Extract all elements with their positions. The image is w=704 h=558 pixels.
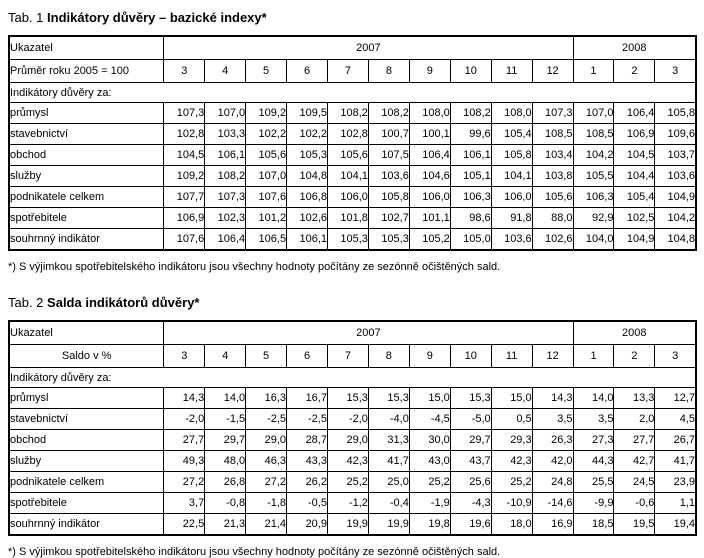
value-cell: 25,0 [368, 472, 409, 493]
value-cell: 103,6 [491, 229, 532, 251]
value-cell: 104,6 [409, 166, 450, 187]
section-header-cell: Indikátory důvěry za: [9, 83, 696, 103]
row-label: stavebnictví [9, 124, 164, 145]
value-cell: 27,7 [614, 430, 655, 451]
value-cell: 3,7 [164, 493, 205, 514]
table-row [9, 451, 696, 472]
value-cell: 105,8 [655, 103, 696, 124]
value-cell: 106,9 [164, 208, 205, 229]
value-cell: 99,6 [450, 124, 491, 145]
value-cell: 105,8 [491, 145, 532, 166]
value-cell: 25,2 [491, 472, 532, 493]
value-cell: 103,7 [655, 145, 696, 166]
value-cell: 16,9 [532, 514, 573, 536]
value-cell: -2,5 [246, 409, 287, 430]
value-cell: 27,2 [164, 472, 205, 493]
value-cell: 108,0 [409, 103, 450, 124]
row-label: souhrnný indikátor [9, 514, 164, 536]
value-cell: 27,7 [164, 430, 205, 451]
value-cell: 109,2 [246, 103, 287, 124]
value-cell: 27,3 [573, 430, 614, 451]
value-cell: 104,8 [655, 229, 696, 251]
value-cell: 103,3 [205, 124, 246, 145]
value-cell: 105,8 [368, 187, 409, 208]
row-label: obchod [9, 430, 164, 451]
corner-bottom-cell: Saldo v % [9, 345, 164, 368]
table1-title-text: Indikátory důvěry – bazické indexy* [47, 10, 267, 25]
value-cell: -0,6 [614, 493, 655, 514]
year-header-2008: 2008 [573, 36, 696, 60]
value-cell: 49,3 [164, 451, 205, 472]
value-cell: 105,5 [573, 166, 614, 187]
section-header-cell: Indikátory důvěry za: [9, 368, 696, 388]
value-cell: 100,7 [368, 124, 409, 145]
value-cell: 102,8 [164, 124, 205, 145]
value-cell: 102,8 [328, 124, 369, 145]
value-cell: -0,8 [205, 493, 246, 514]
value-cell: -2,0 [164, 409, 205, 430]
value-cell: 107,3 [205, 187, 246, 208]
value-cell: 42,0 [532, 451, 573, 472]
value-cell: 105,4 [491, 124, 532, 145]
row-label: spotřebitele [9, 493, 164, 514]
value-cell: 109,2 [164, 166, 205, 187]
value-cell: 103,6 [368, 166, 409, 187]
value-cell: 101,1 [409, 208, 450, 229]
value-cell: 42,7 [614, 451, 655, 472]
month-header-cell: 3 [655, 345, 696, 368]
value-cell: 106,0 [409, 187, 450, 208]
value-cell: 106,4 [409, 145, 450, 166]
month-header-cell: 7 [327, 345, 368, 368]
month-header-cell: 2 [614, 345, 655, 368]
month-header-cell: 3 [164, 60, 205, 83]
value-cell: 106,9 [614, 124, 655, 145]
value-cell: 105,6 [328, 145, 369, 166]
value-cell: 43,3 [287, 451, 328, 472]
value-cell: 106,0 [328, 187, 369, 208]
value-cell: 25,5 [573, 472, 614, 493]
value-cell: 92,9 [573, 208, 614, 229]
table1-title [8, 10, 697, 25]
table-row [9, 166, 696, 187]
value-cell: 18,5 [573, 514, 614, 536]
value-cell: 42,3 [327, 451, 368, 472]
value-cell: 29,7 [205, 430, 246, 451]
value-cell: 14,0 [573, 388, 614, 409]
table2-footnote: *) S výjimkou spotřebitelského indikátoru jsou všechny hodnoty počítány ze sezónně očištěných sald. [8, 546, 501, 558]
month-header-cell: 6 [287, 345, 328, 368]
value-cell: 106,1 [205, 145, 246, 166]
row-label: stavebnictví [9, 409, 164, 430]
value-cell: 105,2 [409, 229, 450, 251]
month-header-cell: 4 [205, 345, 246, 368]
corner-top-cell: Ukazatel [9, 321, 164, 345]
value-cell: 41,7 [655, 451, 696, 472]
row-label: služby [9, 451, 164, 472]
value-cell: 105,4 [614, 187, 655, 208]
value-cell: 48,0 [205, 451, 246, 472]
value-cell: 105,3 [287, 145, 328, 166]
month-header-cell: 10 [450, 60, 491, 83]
value-cell: 19,4 [655, 514, 696, 536]
corner-top-cell: Ukazatel [9, 36, 164, 60]
value-cell: 0,5 [491, 409, 532, 430]
value-cell: 104,2 [573, 145, 614, 166]
value-cell: 15,0 [491, 388, 532, 409]
table-row [9, 514, 696, 536]
value-cell: -4,5 [409, 409, 450, 430]
value-cell: 43,0 [409, 451, 450, 472]
value-cell: -9,9 [573, 493, 614, 514]
row-label: průmysl [9, 388, 164, 409]
value-cell: 21,4 [246, 514, 287, 536]
row-label: průmysl [9, 103, 164, 124]
value-cell: 22,5 [164, 514, 205, 536]
value-cell: 2,0 [614, 409, 655, 430]
value-cell: 104,4 [614, 166, 655, 187]
row-label: spotřebitele [9, 208, 164, 229]
table-row [9, 145, 696, 166]
value-cell: 106,5 [246, 229, 287, 251]
month-header-cell: 3 [655, 60, 696, 83]
value-cell: 104,8 [287, 166, 328, 187]
month-header-cell: 11 [491, 345, 532, 368]
table2-title [8, 295, 697, 310]
value-cell: 26,3 [532, 430, 573, 451]
value-cell: -5,0 [450, 409, 491, 430]
value-cell: 102,3 [205, 208, 246, 229]
value-cell: 1,1 [655, 493, 696, 514]
table1-container [8, 35, 697, 251]
value-cell: 106,8 [287, 187, 328, 208]
value-cell: 108,2 [450, 103, 491, 124]
row-label: obchod [9, 145, 164, 166]
table-row [9, 409, 696, 430]
value-cell: 103,4 [532, 145, 573, 166]
value-cell: 105,0 [450, 229, 491, 251]
value-cell: 29,0 [246, 430, 287, 451]
value-cell: 108,2 [368, 103, 409, 124]
value-cell: 101,8 [328, 208, 369, 229]
value-cell: 29,7 [450, 430, 491, 451]
value-cell: 102,6 [532, 229, 573, 251]
value-cell: 19,8 [409, 514, 450, 536]
value-cell: 109,5 [287, 103, 328, 124]
value-cell: 107,3 [164, 103, 205, 124]
value-cell: 105,6 [532, 187, 573, 208]
value-cell: 106,1 [287, 229, 328, 251]
value-cell: 108,2 [205, 166, 246, 187]
value-cell: 102,2 [246, 124, 287, 145]
value-cell: 104,5 [164, 145, 205, 166]
value-cell: -10,9 [491, 493, 532, 514]
value-cell: 108,5 [532, 124, 573, 145]
month-header-cell: 8 [368, 60, 409, 83]
value-cell: 15,0 [409, 388, 450, 409]
value-cell: 108,5 [573, 124, 614, 145]
table-row [9, 493, 696, 514]
value-cell: 107,0 [205, 103, 246, 124]
value-cell: 91,8 [491, 208, 532, 229]
table1-title-prefix: Tab. 1 [8, 10, 44, 25]
month-header-cell: 2 [614, 60, 655, 83]
value-cell: 29,0 [327, 430, 368, 451]
value-cell: 23,9 [655, 472, 696, 493]
month-header-cell: 7 [328, 60, 369, 83]
value-cell: 106,1 [450, 145, 491, 166]
table-row [9, 229, 696, 251]
value-cell: 14,0 [205, 388, 246, 409]
value-cell: 21,3 [205, 514, 246, 536]
month-header-cell: 1 [573, 345, 614, 368]
value-cell: 107,3 [532, 103, 573, 124]
value-cell: -0,4 [368, 493, 409, 514]
value-cell: 26,8 [205, 472, 246, 493]
value-cell: 105,3 [368, 229, 409, 251]
value-cell: 4,5 [655, 409, 696, 430]
value-cell: 107,6 [164, 229, 205, 251]
value-cell: 24,8 [532, 472, 573, 493]
value-cell: 43,7 [450, 451, 491, 472]
value-cell: 104,0 [573, 229, 614, 251]
row-label: podnikatele celkem [9, 187, 164, 208]
value-cell: 104,5 [614, 145, 655, 166]
table-row [9, 103, 696, 124]
month-header-cell: 11 [491, 60, 532, 83]
value-cell: -4,0 [368, 409, 409, 430]
year-header-2007: 2007 [164, 321, 573, 345]
row-label: služby [9, 166, 164, 187]
value-cell: 14,3 [532, 388, 573, 409]
month-header-cell: 6 [287, 60, 328, 83]
value-cell: 107,7 [164, 187, 205, 208]
value-cell: 107,5 [368, 145, 409, 166]
value-cell: 106,4 [614, 103, 655, 124]
month-header-cell: 3 [164, 345, 205, 368]
table-row [9, 472, 696, 493]
table-row [9, 124, 696, 145]
value-cell: -2,0 [327, 409, 368, 430]
value-cell: 98,6 [450, 208, 491, 229]
value-cell: 25,6 [450, 472, 491, 493]
month-header-cell: 9 [409, 345, 450, 368]
row-label: podnikatele celkem [9, 472, 164, 493]
value-cell: -1,9 [409, 493, 450, 514]
value-cell: 14,3 [164, 388, 205, 409]
value-cell: 29,3 [491, 430, 532, 451]
value-cell: 25,2 [409, 472, 450, 493]
month-header-cell: 5 [246, 345, 287, 368]
value-cell: 103,6 [655, 166, 696, 187]
value-cell: 46,3 [246, 451, 287, 472]
year-header-2007: 2007 [164, 36, 573, 60]
value-cell: 100,1 [409, 124, 450, 145]
month-header-cell: 5 [246, 60, 287, 83]
value-cell: 15,3 [368, 388, 409, 409]
value-cell: 26,2 [287, 472, 328, 493]
month-header-cell: 1 [573, 60, 614, 83]
value-cell: 18,0 [491, 514, 532, 536]
month-header-cell: 4 [205, 60, 246, 83]
value-cell: 25,2 [327, 472, 368, 493]
value-cell: 106,0 [491, 187, 532, 208]
value-cell: 28,7 [287, 430, 328, 451]
value-cell: 105,1 [450, 166, 491, 187]
value-cell: 19,9 [368, 514, 409, 536]
value-cell: 15,3 [327, 388, 368, 409]
value-cell: 19,6 [450, 514, 491, 536]
value-cell: 108,2 [328, 103, 369, 124]
value-cell: 102,6 [287, 208, 328, 229]
value-cell: 107,6 [246, 187, 287, 208]
value-cell: 26,7 [655, 430, 696, 451]
value-cell: 104,1 [328, 166, 369, 187]
table2-title-text: Salda indikátorů důvěry* [47, 295, 200, 310]
table-row [9, 430, 696, 451]
table-row [9, 208, 696, 229]
value-cell: 15,3 [450, 388, 491, 409]
value-cell: 19,5 [614, 514, 655, 536]
value-cell: 102,7 [368, 208, 409, 229]
table-row [9, 187, 696, 208]
value-cell: 16,3 [246, 388, 287, 409]
value-cell: -0,5 [287, 493, 328, 514]
month-header-cell: 8 [368, 345, 409, 368]
value-cell: 31,3 [368, 430, 409, 451]
value-cell: 106,3 [573, 187, 614, 208]
value-cell: 102,5 [614, 208, 655, 229]
value-cell: 3,5 [573, 409, 614, 430]
value-cell: 108,0 [491, 103, 532, 124]
value-cell: 88,0 [532, 208, 573, 229]
value-cell: 13,3 [614, 388, 655, 409]
value-cell: 104,9 [655, 187, 696, 208]
row-label: souhrnný indikátor [9, 229, 164, 251]
value-cell: 102,2 [287, 124, 328, 145]
value-cell: 30,0 [409, 430, 450, 451]
value-cell: -4,3 [450, 493, 491, 514]
value-cell: -1,2 [327, 493, 368, 514]
value-cell: 27,2 [246, 472, 287, 493]
month-header-cell: 12 [532, 345, 573, 368]
value-cell: 101,2 [246, 208, 287, 229]
value-cell: 41,7 [368, 451, 409, 472]
value-cell: 20,9 [287, 514, 328, 536]
value-cell: 19,9 [327, 514, 368, 536]
value-cell: -14,6 [532, 493, 573, 514]
table1-footnote: *) S výjimkou spotřebitelského indikátoru jsou všechny hodnoty počítány ze sezónně očištěných sald. [8, 261, 501, 273]
value-cell: 16,7 [287, 388, 328, 409]
value-cell: 104,2 [655, 208, 696, 229]
value-cell: -2,5 [287, 409, 328, 430]
table2-title-prefix: Tab. 2 [8, 295, 44, 310]
value-cell: -1,8 [246, 493, 287, 514]
value-cell: 12,7 [655, 388, 696, 409]
value-cell: 44,3 [573, 451, 614, 472]
value-cell: 105,6 [246, 145, 287, 166]
value-cell: 109,6 [655, 124, 696, 145]
value-cell: 24,5 [614, 472, 655, 493]
month-header-cell: 10 [450, 345, 491, 368]
value-cell: 106,4 [205, 229, 246, 251]
year-header-2008: 2008 [573, 321, 696, 345]
value-cell: 104,9 [614, 229, 655, 251]
month-header-cell: 9 [409, 60, 450, 83]
value-cell: 107,0 [573, 103, 614, 124]
value-cell: 42,3 [491, 451, 532, 472]
value-cell: 104,1 [491, 166, 532, 187]
table-row [9, 388, 696, 409]
table2-container [8, 320, 697, 536]
table1-table [8, 35, 697, 251]
value-cell: 103,8 [532, 166, 573, 187]
table2-table [8, 320, 697, 536]
value-cell: 3,5 [532, 409, 573, 430]
value-cell: -1,5 [205, 409, 246, 430]
month-header-cell: 12 [532, 60, 573, 83]
value-cell: 106,3 [450, 187, 491, 208]
value-cell: 107,0 [246, 166, 287, 187]
value-cell: 105,3 [328, 229, 369, 251]
corner-bottom-cell: Průměr roku 2005 = 100 [9, 60, 164, 83]
